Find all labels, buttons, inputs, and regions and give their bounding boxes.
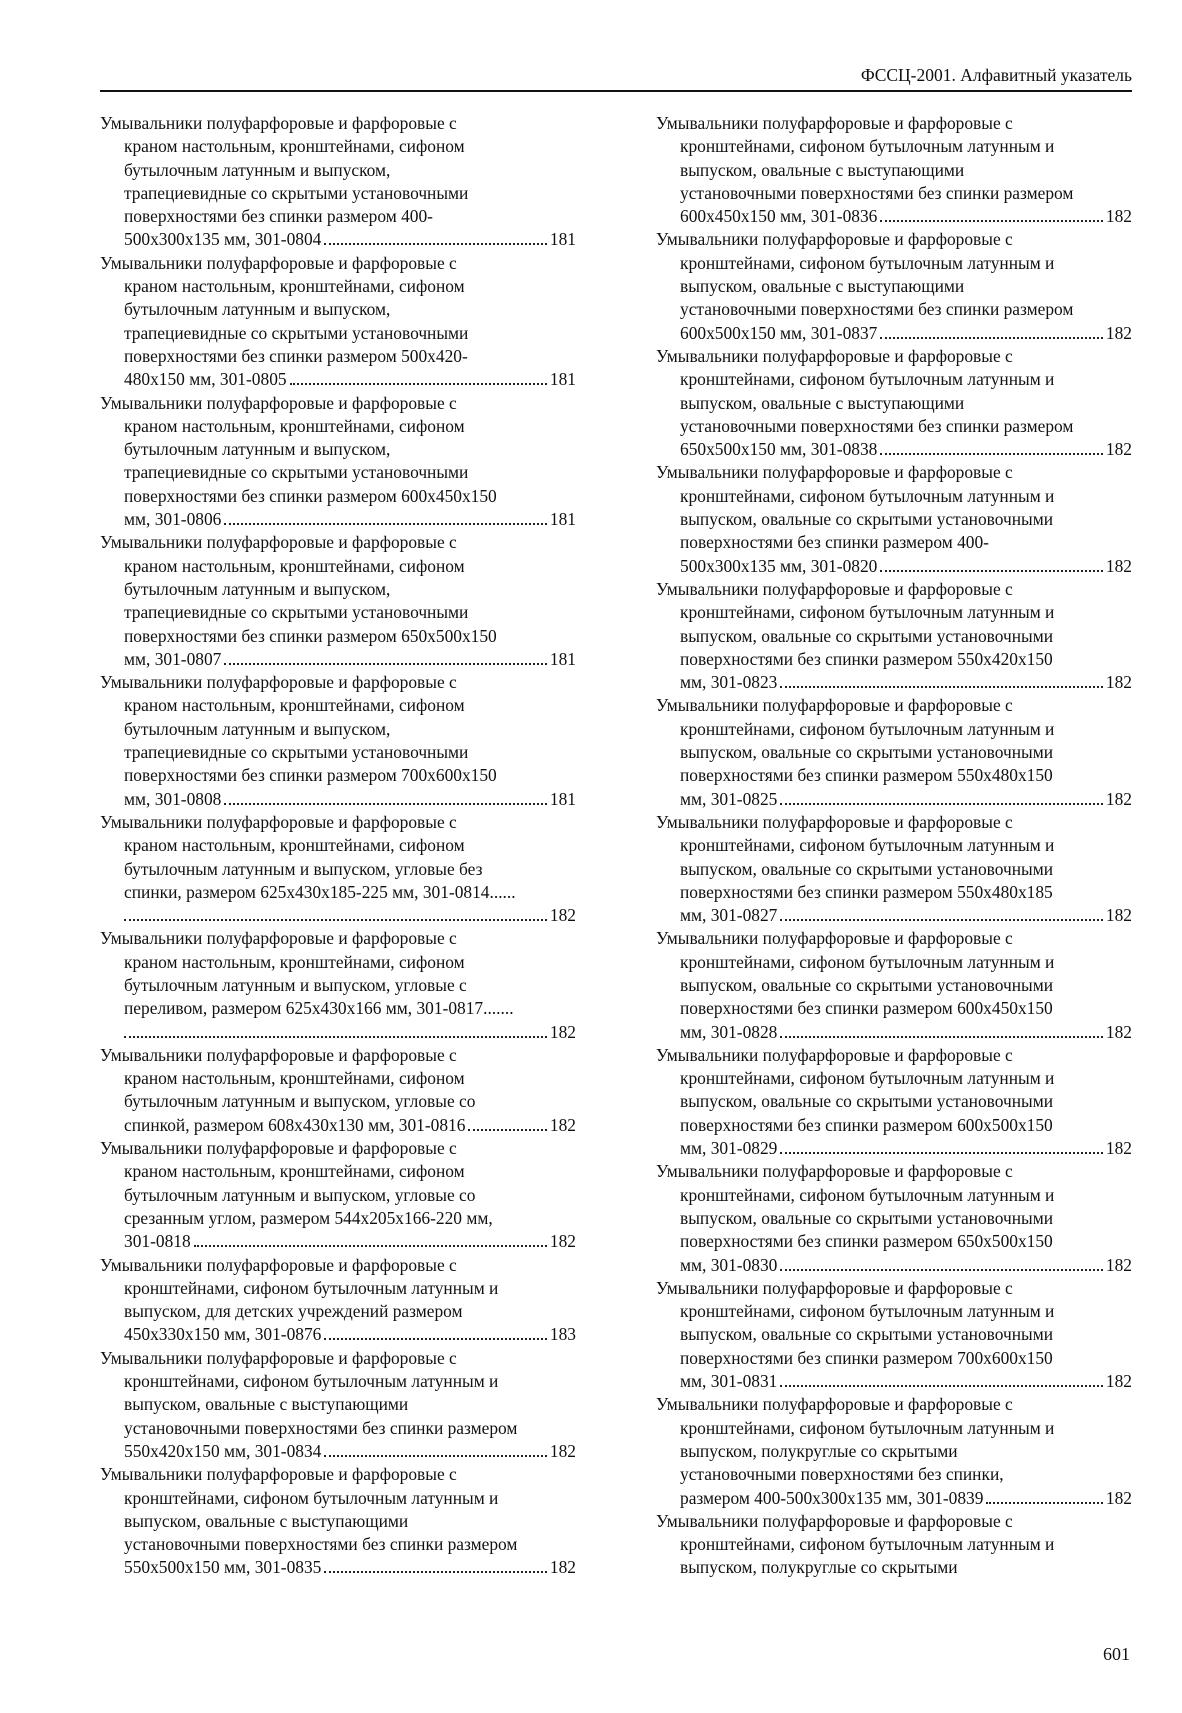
entry-last-line — [656, 671, 1132, 694]
entry-line: кронштейнами, сифоном бутылочным латунным и — [124, 1371, 499, 1392]
entry-line: бутылочным латунным и выпуском, — [124, 159, 391, 180]
entry-line: выпуском, овальные со скрытыми установочными — [680, 625, 1054, 646]
entry-line: трапециевидные со скрытыми установочными — [124, 742, 469, 763]
dot-leader — [324, 243, 547, 245]
entry-line: выпуском, овальные со скрытыми установочными — [680, 858, 1054, 879]
entry-line: краном настольным, кронштейнами, сифоном — [124, 1161, 465, 1182]
entry-line: краном настольным, кронштейнами, сифоном — [124, 951, 465, 972]
entry-page-ref: 182 — [1105, 788, 1132, 809]
entry-code: мм, 301-0807 — [124, 648, 222, 669]
page-header — [100, 64, 1132, 92]
entry-line: Умывальники полуфарфоровые и фарфоровые с — [100, 811, 457, 832]
dot-leader — [324, 1455, 547, 1457]
dot-leader — [324, 1571, 547, 1573]
index-entry — [100, 927, 576, 1043]
entry-page-ref: 182 — [1105, 1021, 1132, 1042]
entry-last-line — [656, 1021, 1132, 1044]
entry-last-line — [100, 648, 576, 671]
entry-page-ref: 182 — [1105, 439, 1132, 460]
entry-line: выпуском, овальные со скрытыми установочными — [680, 1207, 1054, 1228]
entry-page-ref: 181 — [549, 648, 576, 669]
entry-line: выпуском, для детских учреждений размером — [124, 1301, 463, 1322]
entry-line: поверхностями без спинки размером 650x500x150 — [680, 1231, 1053, 1252]
entry-line: кронштейнами, сифоном бутылочным латунным и — [680, 1068, 1055, 1089]
entry-page-ref: 182 — [549, 1557, 576, 1578]
entry-line: Умывальники полуфарфоровые и фарфоровые с — [100, 252, 457, 273]
entry-line: поверхностями без спинки размером 550x480x185 — [680, 881, 1053, 902]
entry-line: выпуском, овальные со скрытыми установочными — [680, 1091, 1054, 1112]
entry-line: поверхностями без спинки размером 600x450x150 — [124, 485, 497, 506]
entry-page-line — [100, 904, 576, 927]
entry-page-ref: 182 — [549, 1231, 576, 1252]
entry-line: трапециевидные со скрытыми установочными — [124, 322, 469, 343]
entry-line: Умывальники полуфарфоровые и фарфоровые с — [100, 532, 457, 553]
entry-code: 480x150 мм, 301-0805 — [124, 369, 287, 390]
entry-code: мм, 301-0830 — [680, 1254, 778, 1275]
entry-line: бутылочным латунным и выпуском, — [124, 718, 391, 739]
entry-page-ref: 181 — [549, 369, 576, 390]
index-column-left — [100, 112, 576, 1580]
index-entry — [656, 461, 1132, 577]
entry-page-ref: 182 — [549, 1114, 576, 1135]
entry-line: Умывальники полуфарфоровые и фарфоровые с — [100, 672, 457, 693]
entry-line: Умывальники полуфарфоровые и фарфоровые с — [100, 113, 457, 133]
index-entry — [100, 1463, 576, 1579]
entry-code: 600x500x150 мм, 301-0837 — [680, 322, 878, 343]
entry-line: Умывальники полуфарфоровые и фарфоровые с — [100, 392, 457, 413]
entry-last-line — [100, 788, 576, 811]
dot-leader — [780, 1152, 1103, 1154]
dot-leader — [780, 1385, 1103, 1387]
entry-line: бутылочным латунным и выпуском, — [124, 578, 391, 599]
dot-leader — [194, 1245, 547, 1247]
dot-leader — [224, 523, 547, 525]
entry-last-line — [100, 1440, 576, 1463]
entry-line: установочными поверхностями без спинки размером — [680, 182, 1074, 203]
entry-line: кронштейнами, сифоном бутылочным латунным и — [680, 252, 1055, 273]
entry-line: Умывальники полуфарфоровые и фарфоровые с — [100, 1138, 457, 1159]
entry-page-ref: 182 — [1105, 1254, 1132, 1275]
index-entry — [100, 1254, 576, 1347]
dot-leader — [224, 663, 547, 665]
entry-line: Умывальники полуфарфоровые и фарфоровые с — [100, 1347, 457, 1368]
entry-line: Умывальники полуфарфоровые и фарфоровые с — [100, 1464, 457, 1485]
entry-last-line — [100, 228, 576, 251]
entry-line: бутылочным латунным и выпуском, — [124, 299, 391, 320]
dot-leader — [780, 1269, 1103, 1271]
entry-page-ref: 182 — [1105, 1138, 1132, 1159]
entry-line: поверхностями без спинки размером 600x450x150 — [680, 998, 1053, 1019]
dot-leader — [880, 570, 1103, 572]
entry-last-line — [100, 368, 576, 391]
entry-line: кронштейнами, сифоном бутылочным латунным и — [680, 485, 1055, 506]
dot-leader — [224, 803, 547, 805]
entry-code: мм, 301-0823 — [680, 672, 778, 693]
entry-last-line — [656, 555, 1132, 578]
entry-last-line — [656, 205, 1132, 228]
entry-last-line — [100, 1323, 576, 1346]
entry-line: поверхностями без спинки размером 400- — [680, 532, 989, 553]
entry-line: спинки, размером 625x430x185-225 мм, 301-0814...... — [124, 881, 516, 902]
entry-line: выпуском, овальные с выступающими — [124, 1510, 409, 1531]
entry-line: кронштейнами, сифоном бутылочным латунным и — [680, 1301, 1055, 1322]
entry-code: мм, 301-0806 — [124, 509, 222, 530]
entry-line: поверхностями без спинки размером 550x420x150 — [680, 648, 1053, 669]
entry-line: кронштейнами, сифоном бутылочным латунным и — [680, 602, 1055, 623]
entry-page-line — [100, 1021, 576, 1044]
entry-line: Умывальники полуфарфоровые и фарфоровые с — [656, 695, 1013, 716]
entry-line: бутылочным латунным и выпуском, угловые с — [124, 974, 467, 995]
entry-code: 500x300x135 мм, 301-0820 — [680, 555, 878, 576]
entry-line: выпуском, овальные со скрытыми установочными — [680, 1324, 1054, 1345]
index-entry — [100, 252, 576, 392]
entry-line: переливом, размером 625x430x166 мм, 301-0817....... — [124, 998, 514, 1019]
entry-line: краном настольным, кронштейнами, сифоном — [124, 695, 465, 716]
entry-page-ref: 182 — [1105, 905, 1132, 926]
entry-line: кронштейнами, сифоном бутылочным латунным и — [680, 1534, 1055, 1555]
entry-line: кронштейнами, сифоном бутылочным латунным и — [680, 951, 1055, 972]
entry-line: трапециевидные со скрытыми установочными — [124, 182, 469, 203]
page-number: 601 — [1103, 1644, 1130, 1664]
entry-last-line — [656, 322, 1132, 345]
dot-leader — [986, 1502, 1102, 1504]
entry-code: 550x500x150 мм, 301-0835 — [124, 1557, 322, 1578]
entry-line: выпуском, овальные с выступающими — [680, 392, 965, 413]
entry-line: поверхностями без спинки размером 400- — [124, 206, 433, 227]
index-entry — [100, 1347, 576, 1463]
dot-leader — [780, 803, 1103, 805]
entry-line: установочными поверхностями без спинки размером — [124, 1534, 518, 1555]
entry-page-ref: 182 — [1105, 555, 1132, 576]
entry-line: бутылочным латунным и выпуском, — [124, 439, 391, 460]
entry-page-ref: 182 — [1105, 322, 1132, 343]
entry-code: 550x420x150 мм, 301-0834 — [124, 1440, 322, 1461]
entry-last-line — [656, 438, 1132, 461]
index-entry — [100, 531, 576, 671]
entry-line: Умывальники полуфарфоровые и фарфоровые с — [656, 113, 1013, 133]
entry-line: кронштейнами, сифоном бутылочным латунным и — [680, 835, 1055, 856]
entry-line: поверхностями без спинки размером 550x480x150 — [680, 765, 1053, 786]
entry-line: краном настольным, кронштейнами, сифоном — [124, 1068, 465, 1089]
entry-line: Умывальники полуфарфоровые и фарфоровые с — [656, 1044, 1013, 1065]
entry-code: мм, 301-0828 — [680, 1021, 778, 1042]
entry-line: краном настольным, кронштейнами, сифоном — [124, 136, 465, 157]
entry-line: Умывальники полуфарфоровые и фарфоровые с — [100, 928, 457, 949]
entry-line: Умывальники полуфарфоровые и фарфоровые с — [656, 1277, 1013, 1298]
entry-code: мм, 301-0831 — [680, 1371, 778, 1392]
entry-code: спинкой, размером 608x430x130 мм, 301-0816 — [124, 1114, 466, 1135]
dot-leader — [468, 1129, 546, 1131]
index-entry — [656, 811, 1132, 927]
index-entry — [656, 694, 1132, 810]
index-entry — [656, 1510, 1132, 1580]
index-entry — [656, 927, 1132, 1043]
entry-line: выпуском, овальные со скрытыми установочными — [680, 974, 1054, 995]
entry-line: кронштейнами, сифоном бутылочным латунным и — [680, 1417, 1055, 1438]
dot-leader — [324, 1338, 547, 1340]
entry-line: поверхностями без спинки размером 600x500x150 — [680, 1114, 1053, 1135]
entry-code: 450x330x150 мм, 301-0876 — [124, 1324, 322, 1345]
entry-line: Умывальники полуфарфоровые и фарфоровые с — [100, 1254, 457, 1275]
entry-line: трапециевидные со скрытыми установочными — [124, 602, 469, 623]
entry-last-line — [656, 1137, 1132, 1160]
entry-line: Умывальники полуфарфоровые и фарфоровые с — [656, 345, 1013, 366]
entry-line: Умывальники полуфарфоровые и фарфоровые с — [656, 1161, 1013, 1182]
index-entry — [100, 811, 576, 927]
index-entry — [100, 671, 576, 811]
entry-line: кронштейнами, сифоном бутылочным латунным и — [124, 1277, 499, 1298]
entry-code: 301-0818 — [124, 1231, 191, 1252]
entry-last-line — [100, 508, 576, 531]
entry-last-line — [100, 1230, 576, 1253]
entry-page-ref: 182 — [1105, 672, 1132, 693]
index-entry — [656, 1277, 1132, 1393]
entry-line: Умывальники полуфарфоровые и фарфоровые с — [100, 1044, 457, 1065]
entry-line: установочными поверхностями без спинки размером — [680, 299, 1074, 320]
entry-line: краном настольным, кронштейнами, сифоном — [124, 415, 465, 436]
entry-line: установочными поверхностями без спинки размером — [124, 1417, 518, 1438]
entry-code: мм, 301-0808 — [124, 788, 222, 809]
entry-line: краном настольным, кронштейнами, сифоном — [124, 555, 465, 576]
entry-code: мм, 301-0827 — [680, 905, 778, 926]
entry-page-ref: 182 — [1105, 206, 1132, 227]
entry-line: кронштейнами, сифоном бутылочным латунным и — [124, 1487, 499, 1508]
entry-line: поверхностями без спинки размером 500x420- — [124, 345, 468, 366]
entry-line: бутылочным латунным и выпуском, угловые без — [124, 858, 483, 879]
entry-page-ref: 182 — [549, 1440, 576, 1461]
entry-line: Умывальники полуфарфоровые и фарфоровые с — [656, 1394, 1013, 1415]
entry-line: поверхностями без спинки размером 700x600x150 — [680, 1347, 1053, 1368]
dot-leader — [880, 220, 1103, 222]
entry-last-line — [656, 1370, 1132, 1393]
entry-code: размером 400-500x300x135 мм, 301-0839 — [680, 1487, 984, 1508]
dot-leader — [124, 1036, 547, 1038]
entry-line: краном настольным, кронштейнами, сифоном — [124, 835, 465, 856]
index-entry — [656, 1044, 1132, 1160]
entry-line: трапециевидные со скрытыми установочными — [124, 462, 469, 483]
entry-line: поверхностями без спинки размером 700x600x150 — [124, 765, 497, 786]
entry-page-ref: 181 — [549, 788, 576, 809]
index-entry — [100, 1044, 576, 1137]
index-entry — [656, 1393, 1132, 1509]
dot-leader — [880, 337, 1103, 339]
entry-line: Умывальники полуфарфоровые и фарфоровые с — [656, 1510, 1013, 1531]
entry-line: кронштейнами, сифоном бутылочным латунным и — [680, 718, 1055, 739]
entry-page-ref: 183 — [549, 1324, 576, 1345]
entry-last-line — [100, 1556, 576, 1579]
index-entry — [656, 228, 1132, 344]
dot-leader — [290, 383, 547, 385]
entry-line: срезанным углом, размером 544x205x166-220 мм, — [124, 1207, 493, 1228]
entry-line: кронштейнами, сифоном бутылочным латунным и — [680, 1184, 1055, 1205]
entry-line: поверхностями без спинки размером 650x500x150 — [124, 625, 497, 646]
dot-leader — [124, 919, 547, 921]
header-title: ФССЦ-2001. Алфавитный указатель — [860, 65, 1132, 85]
index-entry — [100, 1137, 576, 1253]
entry-code: 650x500x150 мм, 301-0838 — [680, 439, 878, 460]
entry-line: Умывальники полуфарфоровые и фарфоровые с — [656, 229, 1013, 250]
index-entry — [656, 578, 1132, 694]
entry-line: бутылочным латунным и выпуском, угловые со — [124, 1184, 476, 1205]
dot-leader — [780, 1036, 1103, 1038]
index-entry — [656, 1160, 1132, 1276]
entry-code: мм, 301-0825 — [680, 788, 778, 809]
dot-leader — [780, 919, 1103, 921]
entry-line: кронштейнами, сифоном бутылочным латунным и — [680, 369, 1055, 390]
entry-page-ref: 181 — [549, 509, 576, 530]
index-entry — [656, 345, 1132, 461]
entry-line: бутылочным латунным и выпуском, угловые со — [124, 1091, 476, 1112]
entry-code: мм, 301-0829 — [680, 1138, 778, 1159]
dot-leader — [780, 686, 1103, 688]
entry-line: выпуском, овальные со скрытыми установочными — [680, 509, 1054, 530]
index-column-right — [656, 112, 1132, 1580]
entry-line: Умывальники полуфарфоровые и фарфоровые с — [656, 578, 1013, 599]
entry-page-ref: 182 — [549, 1021, 576, 1042]
entry-last-line — [656, 1487, 1132, 1510]
entry-line: краном настольным, кронштейнами, сифоном — [124, 276, 465, 297]
entry-code: 600x450x150 мм, 301-0836 — [680, 206, 878, 227]
entry-line: установочными поверхностями без спинки, — [680, 1464, 1004, 1485]
entry-line: Умывальники полуфарфоровые и фарфоровые с — [656, 462, 1013, 483]
entry-last-line — [656, 1254, 1132, 1277]
entry-line: выпуском, овальные с выступающими — [680, 159, 965, 180]
index-entry — [100, 392, 576, 532]
entry-line: выпуском, полукруглые со скрытыми — [680, 1440, 958, 1461]
entry-line: установочными поверхностями без спинки размером — [680, 415, 1074, 436]
index-entry — [656, 112, 1132, 228]
entry-line: кронштейнами, сифоном бутылочным латунным и — [680, 136, 1055, 157]
dot-leader — [880, 453, 1103, 455]
entry-line: выпуском, полукруглые со скрытыми — [680, 1557, 958, 1578]
entry-last-line — [656, 788, 1132, 811]
entry-page-ref: 181 — [549, 229, 576, 250]
entry-page-ref: 182 — [549, 905, 576, 926]
index-entry — [100, 112, 576, 252]
entry-line: выпуском, овальные со скрытыми установочными — [680, 742, 1054, 763]
entry-line: Умывальники полуфарфоровые и фарфоровые с — [656, 928, 1013, 949]
entry-page-ref: 182 — [1105, 1487, 1132, 1508]
entry-last-line — [100, 1114, 576, 1137]
entry-line: Умывальники полуфарфоровые и фарфоровые с — [656, 811, 1013, 832]
entry-last-line — [656, 904, 1132, 927]
entry-line: выпуском, овальные с выступающими — [124, 1394, 409, 1415]
entry-code: 500x300x135 мм, 301-0804 — [124, 229, 322, 250]
entry-page-ref: 182 — [1105, 1371, 1132, 1392]
entry-line: выпуском, овальные с выступающими — [680, 276, 965, 297]
